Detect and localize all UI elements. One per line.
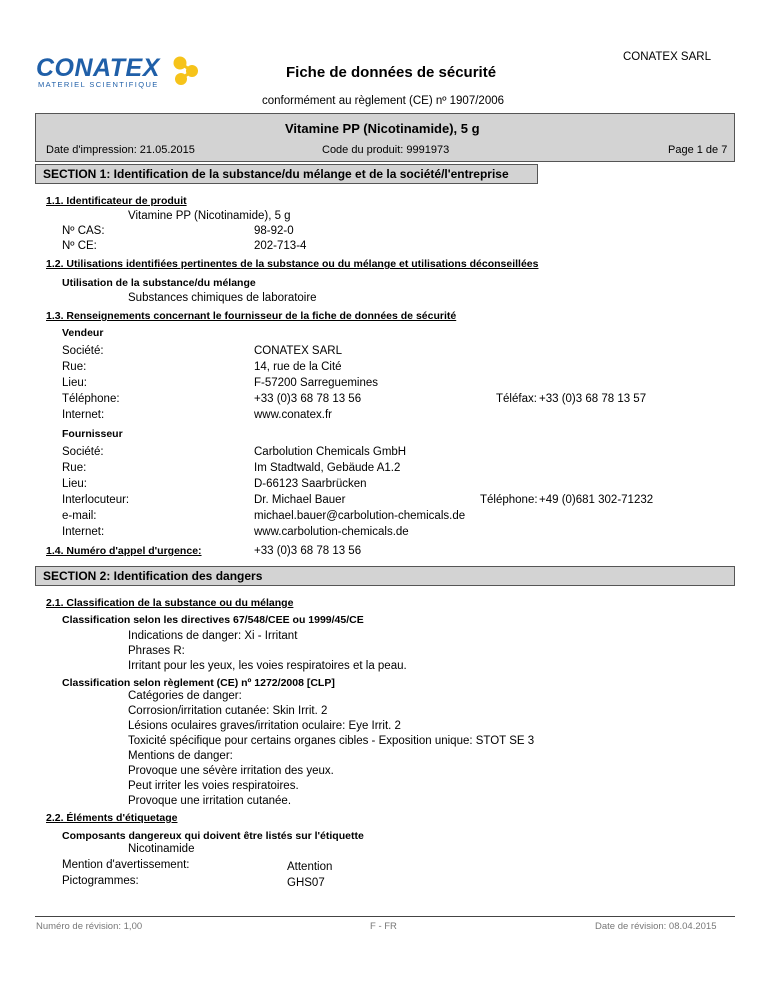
cas-value: 98-92-0 — [254, 225, 294, 237]
print-date: Date d'impression: 21.05.2015 — [46, 144, 195, 156]
clp-line: Toxicité spécifique pour certains organes cibles - Exposition unique: STOT SE 3 — [128, 735, 535, 747]
fournisseur-label-societe: Société: — [62, 446, 104, 458]
s13-heading: 1.3. Renseignements concernant le fournisseur de la fiche de données de sécurité — [46, 310, 457, 322]
fournisseur-label-email: e-mail: — [62, 510, 97, 522]
fournisseur-phone-value: +49 (0)681 302-71232 — [539, 494, 654, 506]
fournisseur-label-internet: Internet: — [62, 526, 105, 538]
clp-line: Lésions oculaires graves/irritation oculaire: Eye Irrit. 2 — [128, 720, 401, 732]
vendeur-value-telephone: +33 (0)3 68 78 13 56 — [254, 393, 362, 405]
fournisseur-value-lieu: D-66123 Saarbrücken — [254, 478, 367, 490]
cas-label: Nº CAS: — [62, 225, 105, 237]
s21-heading: 2.1. Classification de la substance ou du mélange — [46, 597, 294, 609]
logo-brand: CONATEX — [36, 54, 160, 82]
fournisseur-value-societe: Carbolution Chemicals GmbH — [254, 446, 407, 458]
fournisseur-value-email: michael.bauer@carbolution-chemicals.de — [254, 510, 466, 522]
dir-line: Irritant pour les yeux, les voies respiratoires et la peau. — [128, 660, 407, 672]
fournisseur-value-interlocuteur: Dr. Michael Bauer — [254, 494, 346, 506]
vendeur-fax-value: +33 (0)3 68 78 13 57 — [539, 393, 647, 405]
fournisseur-label-rue: Rue: — [62, 462, 87, 474]
pictograms-label: Pictogrammes: — [62, 875, 139, 887]
product-name: Vitamine PP (Nicotinamide), 5 g — [285, 121, 480, 136]
s12-heading: 1.2. Utilisations identifiées pertinentes de la substance ou du mélange et utilisations déconseillées — [46, 258, 539, 270]
s14-value: +33 (0)3 68 78 13 56 — [254, 545, 362, 557]
clp-line: Peut irriter les voies respiratoires. — [128, 780, 299, 792]
fournisseur-value-rue: Im Stadtwald, Gebäude A1.2 — [254, 462, 401, 474]
dir-line: Phrases R: — [128, 645, 185, 657]
footer-revision-number: Numéro de révision: 1,00 — [36, 921, 143, 932]
vendeur-value-societe: CONATEX SARL — [254, 345, 342, 357]
pictograms-value: GHS07 — [287, 877, 325, 889]
vendeur-label-internet: Internet: — [62, 409, 105, 421]
vendeur-label-telephone: Téléphone: — [62, 393, 120, 405]
logo — [36, 50, 202, 92]
signal-word-label: Mention d'avertissement: — [62, 859, 190, 871]
clp-line: Provoque une sévère irritation des yeux. — [128, 765, 334, 777]
s22-heading: 2.2. Éléments d'étiquetage — [46, 812, 178, 824]
regulation-line: conformément au règlement (CE) nº 1907/2006 — [262, 95, 504, 107]
vendeur-label-lieu: Lieu: — [62, 377, 87, 389]
clp-line: Catégories de danger: — [128, 690, 242, 702]
product-code: Code du produit: 9991973 — [322, 144, 450, 156]
signal-word-value: Attention — [287, 861, 333, 873]
clp-line: Provoque une irritation cutanée. — [128, 795, 292, 807]
dir-classification-title: Classification selon les directives 67/548/CEE ou 1999/45/CE — [62, 614, 364, 626]
vendeur-fax-label: Téléfax: — [496, 393, 537, 405]
components-title: Composants dangereux qui doivent être listés sur l'étiquette — [62, 830, 364, 842]
ce-label: Nº CE: — [62, 240, 97, 252]
dir-line: Indications de danger: Xi - Irritant — [128, 630, 298, 642]
footer-code: F - FR — [370, 921, 397, 932]
section2-title: SECTION 2: Identification des dangers — [43, 569, 263, 583]
fournisseur-label-interlocuteur: Interlocuteur: — [62, 494, 130, 506]
vendeur-value-internet: www.conatex.fr — [254, 409, 332, 421]
fournisseur-phone-label: Téléphone: — [480, 494, 538, 506]
company-name: CONATEX SARL — [623, 51, 711, 63]
document-title: Fiche de données de sécurité — [286, 64, 497, 81]
vendeur-label-rue: Rue: — [62, 361, 87, 373]
fournisseur-title: Fournisseur — [62, 428, 123, 440]
s12-subtitle: Utilisation de la substance/du mélange — [62, 277, 256, 289]
fournisseur-label-lieu: Lieu: — [62, 478, 87, 490]
ce-value: 202-713-4 — [254, 240, 307, 252]
s11-heading: 1.1. Identificateur de produit — [46, 195, 187, 207]
footer-divider — [35, 916, 735, 917]
components-value: Nicotinamide — [128, 843, 195, 855]
s14-heading: 1.4. Numéro d'appel d'urgence: — [46, 545, 202, 557]
logo-tagline: MATERIEL SCIENTIFIQUE — [38, 80, 159, 89]
fournisseur-value-internet: www.carbolution-chemicals.de — [254, 526, 409, 538]
clp-line: Corrosion/irritation cutanée: Skin Irrit. 2 — [128, 705, 328, 717]
vendeur-value-rue: 14, rue de la Cité — [254, 361, 342, 373]
vendeur-value-lieu: F-57200 Sarreguemines — [254, 377, 379, 389]
s11-product-name: Vitamine PP (Nicotinamide), 5 g — [128, 210, 291, 222]
vendeur-title: Vendeur — [62, 327, 104, 339]
section1-title: SECTION 1: Identification de la substance/du mélange et de la société/l'entreprise — [43, 167, 509, 181]
vendeur-label-societe: Société: — [62, 345, 104, 357]
page-number: Page 1 de 7 — [668, 144, 728, 156]
clp-classification-title: Classification selon règlement (CE) nº 1272/2008 [CLP] — [62, 677, 335, 689]
s12-value: Substances chimiques de laboratoire — [128, 292, 317, 304]
clp-line: Mentions de danger: — [128, 750, 233, 762]
footer-revision-date: Date de révision: 08.04.2015 — [595, 921, 717, 932]
